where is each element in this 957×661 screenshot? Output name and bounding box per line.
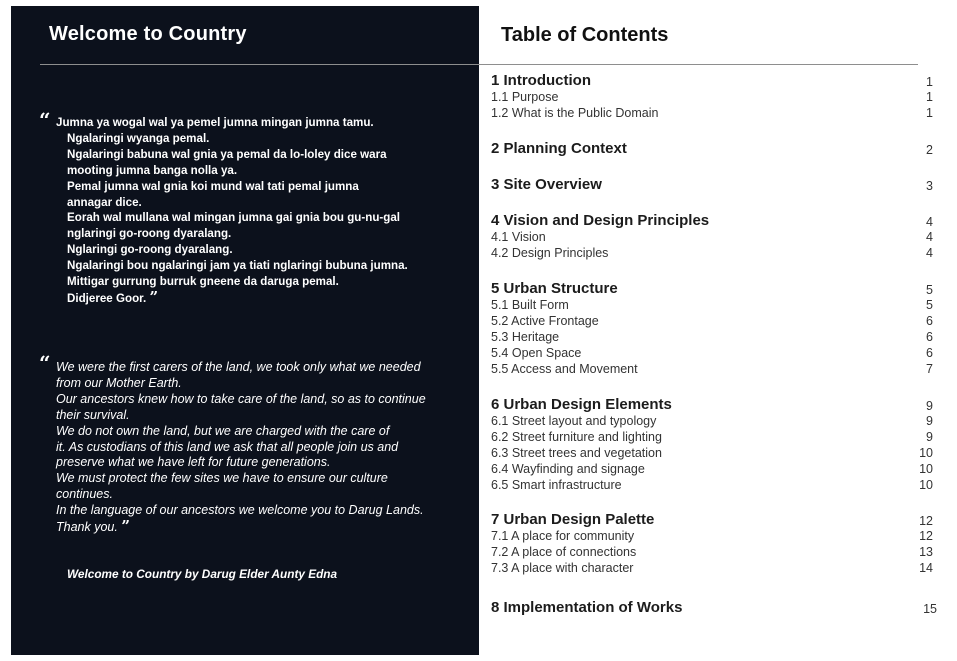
toc-subentry-page: 6 (926, 314, 933, 328)
toc-entry-page: 12 (919, 514, 933, 528)
english-line: their survival. (56, 407, 130, 422)
english-line: We were the first carers of the land, we took only what we needed (56, 360, 421, 374)
english-line: We do not own the land, but we are charged with the care of (56, 423, 390, 438)
english-quote (56, 360, 476, 536)
toc-title: Table of Contents (501, 24, 669, 46)
toc-subentry[interactable] (491, 330, 933, 346)
toc-subentry[interactable] (491, 529, 933, 545)
toc-subentry-label: 6.3 Street trees and vegetation (491, 446, 662, 460)
toc-subentry[interactable] (491, 90, 933, 106)
darug-line: Pemal jumna wal gnia koi mund wal tati pemal jumna (67, 179, 359, 193)
toc-entry-label: 8 Implementation of Works (491, 599, 683, 616)
toc-subentry[interactable] (491, 430, 933, 446)
toc-entry-label: 3 Site Overview (491, 176, 602, 193)
toc-subentry-label: 5.3 Heritage (491, 330, 560, 344)
english-line: Thank you. (56, 520, 118, 535)
toc-subentry-page: 6 (926, 346, 933, 360)
darug-line: Didjeree Goor. (67, 291, 147, 305)
toc-subentry[interactable] (491, 545, 933, 561)
toc-entry-label: 5 Urban Structure (491, 280, 618, 297)
welcome-panel (11, 6, 479, 655)
toc-subentry[interactable] (491, 230, 933, 246)
welcome-title: Welcome to Country (49, 23, 247, 45)
toc-subentry[interactable] (491, 478, 933, 494)
toc-subentry-page: 1 (926, 90, 933, 104)
darug-line: Nglaringi go-roong dyaralang. (67, 243, 233, 257)
toc-subentry-page: 7 (926, 362, 933, 376)
toc-subentry[interactable] (491, 298, 933, 314)
toc-subentry-label: 5.4 Open Space (491, 346, 582, 360)
darug-line: Mittigar gurrung burruk gneene da daruga pemal. (67, 275, 339, 289)
toc-entry-label: 2 Planning Context (491, 140, 627, 157)
english-line: continues. (56, 487, 113, 502)
toc-subentry-label: 1.1 Purpose (491, 90, 559, 104)
toc-subentry-page: 4 (926, 230, 933, 244)
toc-entry-page: 3 (926, 179, 933, 193)
english-line: from our Mother Earth. (56, 375, 182, 390)
toc-subentry-label: 5.2 Active Frontage (491, 314, 599, 328)
toc-section-vision (491, 212, 933, 262)
title-divider (40, 64, 918, 65)
english-line: We must protect the few sites we have to ensure our culture (56, 471, 388, 486)
toc-subentry-label: 7.1 A place for community (491, 529, 635, 543)
toc-entry[interactable] (491, 72, 933, 90)
toc-subentry-label: 1.2 What is the Public Domain (491, 106, 659, 120)
open-quote-icon: “ (39, 108, 51, 132)
toc-entry[interactable] (491, 140, 933, 158)
toc-subentry[interactable] (491, 561, 933, 577)
english-line: Our ancestors knew how to take care of the land, so as to continue (56, 391, 426, 406)
toc-subentry-label: 7.3 A place with character (491, 561, 634, 575)
toc-subentry[interactable] (491, 462, 933, 478)
darug-quote (56, 115, 476, 307)
toc-entry-page: 5 (926, 283, 933, 297)
toc-subentry-label: 5.1 Built Form (491, 298, 569, 312)
toc-entry-page: 2 (926, 143, 933, 157)
toc-subentry-label: 4.2 Design Principles (491, 246, 609, 260)
toc-subentry-page: 9 (926, 414, 933, 428)
toc-entry[interactable] (491, 212, 933, 230)
english-line: it. As custodians of this land we ask that all people join us and (56, 439, 399, 454)
toc-entry[interactable] (491, 511, 933, 529)
toc-subentry-page: 6 (926, 330, 933, 344)
toc-subentry-page: 10 (919, 478, 933, 492)
toc-subentry-page: 14 (919, 561, 933, 575)
darug-line: Jumna ya wogal wal ya pemel jumna mingan jumna tamu. (56, 116, 374, 129)
toc-section-urban-design-palette (491, 511, 933, 577)
toc-subentry-label: 6.2 Street furniture and lighting (491, 430, 662, 444)
toc-subentry[interactable] (491, 446, 933, 462)
toc-subentry[interactable] (491, 414, 933, 430)
toc-section-introduction (491, 72, 933, 122)
toc-subentry-page: 13 (919, 545, 933, 559)
toc-section-urban-structure (491, 280, 933, 378)
toc-subentry-label: 6.1 Street layout and typology (491, 414, 657, 428)
toc-subentry-label: 6.4 Wayfinding and signage (491, 462, 645, 476)
toc-entry[interactable] (491, 280, 933, 298)
darug-line: nglaringi go-roong dyaralang. (67, 227, 232, 241)
toc-subentry[interactable] (491, 314, 933, 330)
toc-entry-page: 9 (926, 399, 933, 413)
toc-entry-label: 7 Urban Design Palette (491, 511, 655, 528)
darug-line: Ngalaringi bou ngalaringi jam ya tiati nglaringi bubuna jumna. (67, 259, 408, 273)
english-line: preserve what we have left for future generations. (56, 455, 331, 470)
toc-subentry-page: 12 (919, 529, 933, 543)
toc-entry-page: 15 (923, 602, 937, 616)
toc-subentry-page: 1 (926, 106, 933, 120)
toc-entry-page: 1 (926, 75, 933, 89)
close-quote-icon: ” (121, 517, 130, 536)
toc-entry[interactable] (491, 176, 933, 194)
toc-subentry-page: 9 (926, 430, 933, 444)
toc-subentry[interactable] (491, 246, 933, 262)
english-line: In the language of our ancestors we welcome you to Darug Lands. (56, 503, 424, 518)
toc-section-planning-context (491, 140, 933, 158)
toc-subentry-label: 6.5 Smart infrastructure (491, 478, 622, 492)
toc-entry-label: 4 Vision and Design Principles (491, 212, 710, 229)
toc-entry-label: 1 Introduction (491, 72, 591, 89)
attribution: Welcome to Country by Darug Elder Aunty Edna (67, 567, 338, 581)
close-quote-icon: ” (149, 287, 159, 306)
toc-entry[interactable] (491, 396, 933, 414)
toc-section-implementation (491, 599, 937, 617)
darug-line: Eorah wal mullana wal mingan jumna gai gnia bou gu-nu-gal (67, 211, 401, 225)
toc-subentry[interactable] (491, 106, 933, 122)
toc-section-urban-design-elements (491, 396, 933, 494)
toc-subentry-label: 5.5 Access and Movement (491, 362, 638, 376)
toc-subentry[interactable] (491, 346, 933, 362)
darug-line: mooting jumna banga nolla ya. (67, 163, 238, 177)
toc-subentry-page: 4 (926, 246, 933, 260)
toc-subentry-page: 10 (919, 462, 933, 476)
toc-subentry-page: 5 (926, 298, 933, 312)
darug-line: Ngalaringi wyanga pemal. (67, 131, 210, 145)
toc-subentry-label: 4.1 Vision (491, 230, 546, 244)
toc-section-site-overview (491, 176, 933, 194)
open-quote-icon: “ (39, 351, 51, 375)
toc-subentry-label: 7.2 A place of connections (491, 545, 637, 559)
toc-entry[interactable] (491, 599, 937, 617)
toc-entry-page: 4 (926, 215, 933, 229)
darug-line: Ngalaringi babuna wal gnia ya pemal da lo-loley dice wara (67, 147, 387, 161)
darug-line: annagar dice. (67, 195, 142, 209)
toc-subentry[interactable] (491, 362, 933, 378)
toc-subentry-page: 10 (919, 446, 933, 460)
toc-entry-label: 6 Urban Design Elements (491, 396, 672, 413)
